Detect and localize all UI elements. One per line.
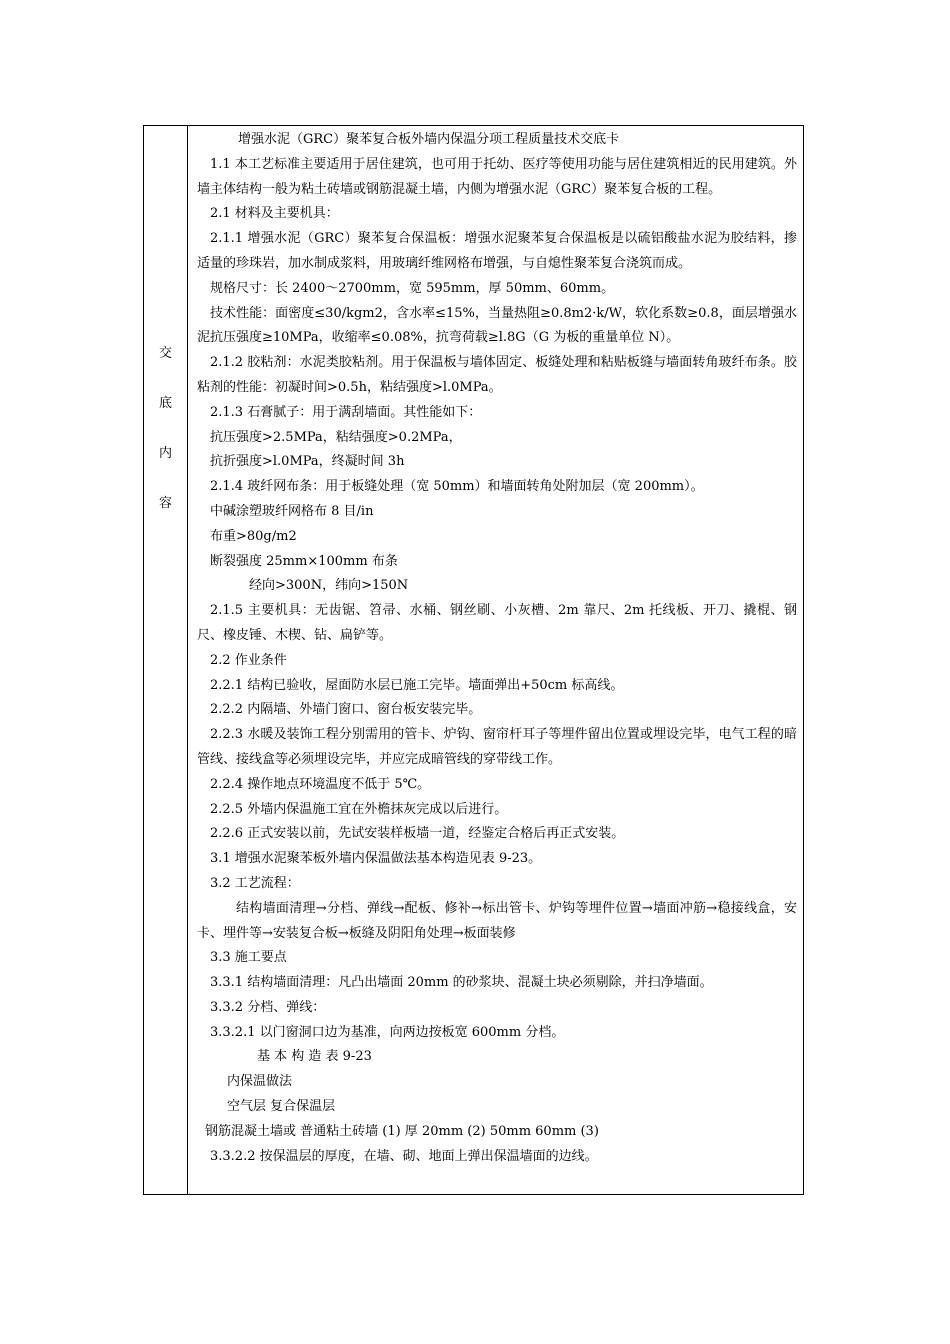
paragraph: 2.2.4 操作地点环境温度不低于 5℃。 <box>210 776 431 792</box>
paragraph: 2.2.1 结构已验收，屋面防水层已施工完毕。墙面弹出+50cm 标高线。 <box>210 677 624 693</box>
paragraph: 2.2.6 正式安装以前，先试安装样板墙一道，经鉴定合格后再正式安装。 <box>210 826 625 842</box>
paragraph: 2.2.2 内隔墙、外墙门窗口、窗台板安装完毕。 <box>210 702 482 718</box>
side-label <box>144 344 187 544</box>
paragraph: 2.2.5 外墙内保温施工宜在外檐抹灰完成以后进行。 <box>210 801 508 817</box>
side-label-char: 交 <box>158 346 172 361</box>
paragraph: 3.3.2.2 按保温层的厚度，在墙、砌、地面上弹出保温墙面的边线。 <box>210 1148 598 1164</box>
side-label-char: 内 <box>158 446 172 461</box>
paragraph: 2.1.3 石膏腻子：用于满刮墙面。其性能如下： <box>210 404 482 420</box>
paragraph: 3.3.1 结构墙面清理：凡凸出墙面 20mm 的砂浆块、混凝土块必须剔除，并扫净墙面。 <box>210 975 713 991</box>
paragraph: 2.2.3 水暖及装饰工程分别需用的管卡、炉钩、窗帘杆耳子等埋件留出位置或埋设完毕，电气工程的暗管线、接线盒等必须埋设完毕，并应完成暗管线的穿带线工作。 <box>197 727 797 767</box>
side-label-char: 容 <box>158 496 172 511</box>
document-table <box>143 125 804 1195</box>
disclosure-content <box>197 128 797 1169</box>
paragraph: 2.1.5 主要机具：无齿锯、笤帚、水桶、钢丝刷、小灰槽、2m 靠尺、2m 托线板、开刀、撬棍、钢尺、橡皮锤、木楔、钻、扁铲等。 <box>197 603 797 643</box>
paragraph: 布重>80g/m2 <box>210 528 297 544</box>
paragraph: 3.3.2 分档、弹线： <box>210 999 326 1015</box>
column-divider <box>187 126 188 1194</box>
section-heading: 2.1 材料及主要机具： <box>210 206 339 222</box>
table-line: 空气层 复合保温层 <box>227 1099 336 1115</box>
paragraph: 经向>300N，纬向>150N <box>249 578 409 594</box>
paragraph: 技术性能：面密度≤30/kgm2，含水率≤15%，当量热阻≥0.8m2·k/W，软化系数≥0.8，面层增强水泥抗压强度≥10MPa，收缩率≤0.08%，抗弯荷载≥l.8G（G 为板的重量单位 N）。 <box>197 305 797 346</box>
paragraph: 3.1 增强水泥聚苯板外墙内保温做法基本构造见表 9-23。 <box>210 851 542 867</box>
paragraph: 1.1 本工艺标准主要适用于居住建筑，也可用于托幼、医疗等使用功能与居住建筑相近的民用建筑。外墙主体结构一般为粘土砖墙或钢筋混凝土墙，内侧为增强水泥（GRC）聚苯复合板的工程。 <box>197 156 797 197</box>
paragraph: 2.1.4 玻纤网布条：用于板缝处理（宽 50mm）和墙面转角处附加层（宽 200mm）。 <box>210 479 704 495</box>
paragraph: 抗折强度>l.0MPa，终凝时间 3h <box>210 454 405 470</box>
table-line: 钢筋混凝土墙或 普通粘土砖墙 (1) 厚 20mm (2) 50mm 60mm (3) <box>205 1123 599 1139</box>
side-label-char: 底 <box>158 396 172 411</box>
paragraph: 规格尺寸：长 2400～2700mm，宽 595mm，厚 50mm、60mm。 <box>210 280 615 296</box>
paragraph: 结构墙面清理→分档、弹线→配板、修补→标出管卡、炉钩等埋件位置→墙面冲筋→稳接线盒，安卡、埋件等→安装复合板→板缝及阴阳角处理→板面装修 <box>197 900 797 941</box>
section-heading: 3.3 施工要点 <box>210 950 287 966</box>
paragraph: 2.1.1 增强水泥（GRC）聚苯复合保温板：增强水泥聚苯复合保温板是以硫铝酸盐水泥为胶结料，掺适量的珍珠岩，加水制成浆料，用玻璃纤维网格布增强，与自熄性聚苯复合浇筑而成。 <box>197 231 797 271</box>
section-heading: 3.2 工艺流程： <box>210 875 300 891</box>
paragraph: 3.3.2.1 以门窗洞口边为基准，向两边按板宽 600mm 分档。 <box>210 1024 565 1040</box>
document-title: 增强水泥（GRC）聚苯复合板外墙内保温分项工程质量技术交底卡 <box>238 132 620 147</box>
section-heading: 2.2 作业条件 <box>210 652 287 668</box>
paragraph: 中碱涂塑玻纤网格布 8 目/in <box>210 503 374 519</box>
paragraph: 2.1.2 胶粘剂：水泥类胶粘剂。用于保温板与墙体固定、板缝处理和粘贴板缝与墙面转角玻纤布条。胶粘剂的性能：初凝时间>0.5h，粘结强度>l.0MPa。 <box>197 355 797 395</box>
paragraph: 抗压强度>2.5MPa，粘结强度>0.2MPa， <box>210 429 462 445</box>
paragraph: 断裂强度 25mm×100mm 布条 <box>210 553 398 569</box>
table-caption: 基 本 构 造 表 9-23 <box>257 1049 372 1065</box>
table-line: 内保温做法 <box>227 1074 293 1090</box>
